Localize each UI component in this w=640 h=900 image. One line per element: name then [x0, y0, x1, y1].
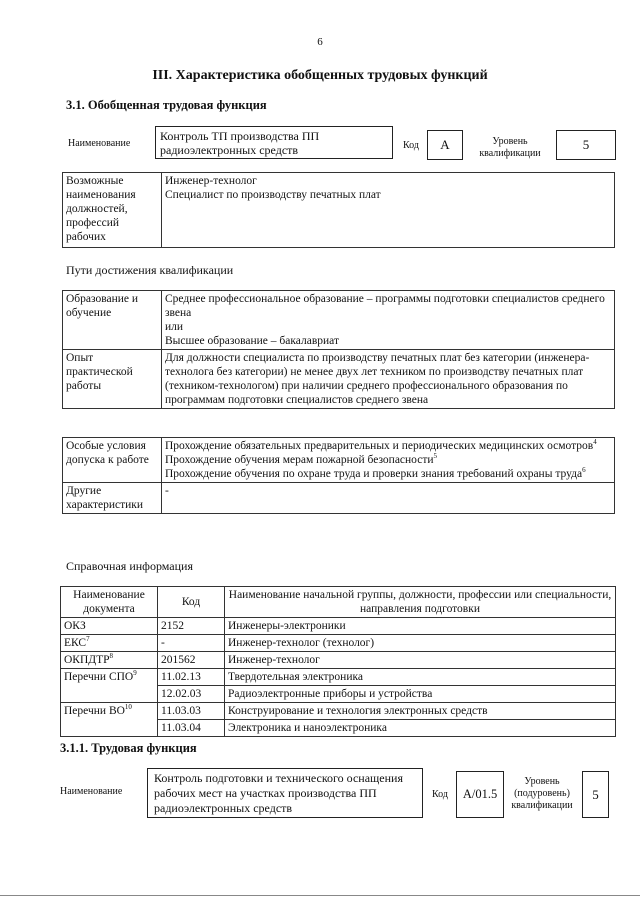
condition-medical: Прохождение обязательных предварительных и периодических медицинских осмотров$^4$	[165, 438, 597, 452]
ref-code: 11.03.03	[158, 703, 225, 720]
ref-doc: ОКЗ	[61, 618, 158, 635]
footnote-ref-5: 5	[433, 452, 438, 461]
page-bottom-edge	[0, 895, 640, 896]
table-row	[61, 703, 616, 720]
ref-header-code: Код	[158, 587, 225, 618]
tf-name-value: Контроль подготовки и технического оснащения рабочих мест на участках производства ПП радиоэлектронных средств	[147, 768, 423, 818]
gtf-heading: 3.1. Обобщенная трудовая функция	[66, 98, 267, 112]
other-label: Другие характеристики	[63, 483, 162, 514]
ref-doc: ОКПДТР$^8$	[61, 652, 158, 669]
reference-caption: Справочная информация	[66, 559, 193, 573]
ref-code: 12.02.03	[158, 686, 225, 703]
experience-text: Для должности специалиста по производству печатных плат без категории (инженера-технолога без категории) не менее двух лет техником по производству печатных плат (техником-технологом) при наличии среднего профессионального образования по программам подготовки специалистов среднего звена	[162, 350, 615, 409]
ref-doc: Перечни ВО$^{10}$	[61, 703, 158, 737]
tf-name-label: Наименование	[60, 786, 123, 797]
ref-code: 201562	[158, 652, 225, 669]
positions-label: Возможные наименования должностей, профессий рабочих	[63, 173, 162, 248]
ref-name: Твердотельная электроника	[225, 669, 616, 686]
education-line-3: Высшее образование – бакалавриат	[165, 335, 339, 347]
ref-doc: Перечни СПО$^9$	[61, 669, 158, 703]
section-title: III. Характеристика обобщенных трудовых функций	[152, 68, 488, 83]
tf-code-label: Код	[432, 789, 448, 800]
education-line-2: или	[165, 321, 184, 333]
table-row	[61, 669, 616, 686]
footnote-ref-4: 4	[593, 438, 597, 447]
ref-code: 11.03.04	[158, 720, 225, 737]
ref-header-doc: Наименование документа	[61, 587, 158, 618]
positions-table	[62, 172, 615, 248]
ref-header-name: Наименование начальной группы, должности, профессии или специальности, направления подготовки	[225, 587, 616, 618]
other-value: -	[162, 483, 615, 514]
tf-level-value: 5	[582, 771, 609, 818]
table-row	[61, 635, 616, 652]
condition-fire-safety: Прохождение обучения мерам пожарной безопасности$^5$	[165, 452, 438, 466]
paths-caption: Пути достижения квалификации	[66, 263, 234, 277]
gtf-name-value: Контроль ТП производства ПП радиоэлектронных средств	[155, 126, 393, 159]
ref-code: 11.02.13	[158, 669, 225, 686]
ref-name: Радиоэлектронные приборы и устройства	[225, 686, 616, 703]
education-table	[62, 290, 615, 409]
table-row	[61, 618, 616, 635]
conditions-table	[62, 437, 615, 514]
ref-name: Инженер-технолог (технолог)	[225, 635, 616, 652]
conditions-label: Особые условия допуска к работе	[63, 438, 162, 483]
gtf-code-value: А	[427, 130, 463, 160]
gtf-code-label: Код	[403, 140, 419, 151]
experience-label: Опыт практической работы	[63, 350, 162, 409]
position-2: Специалист по производству печатных плат	[165, 189, 381, 201]
page-number: 6	[317, 36, 323, 48]
tf-code-value: А/01.5	[456, 771, 504, 818]
reference-table	[60, 586, 616, 737]
table-row	[61, 652, 616, 669]
gtf-level-value: 5	[556, 130, 616, 160]
education-line-1: Среднее профессиональное образование – программы подготовки специалистов среднего звена	[165, 293, 605, 319]
tf-heading: 3.1.1. Трудовая функция	[60, 741, 197, 755]
ref-name: Конструирование и технология электронных средств	[225, 703, 616, 720]
education-label: Образование и обучение	[63, 291, 162, 350]
ref-name: Инженеры-электроники	[225, 618, 616, 635]
footnote-ref-6: 6	[582, 466, 586, 475]
ref-name: Электроника и наноэлектроника	[225, 720, 616, 737]
ref-code: 2152	[158, 618, 225, 635]
tf-level-label: Уровень (подуровень) квалификации	[511, 776, 573, 811]
condition-labor-safety: Прохождение обучения по охране труда и проверки знания требований охраны труда$^6$	[165, 466, 586, 480]
gtf-name-label: Наименование	[68, 138, 131, 149]
ref-code: -	[158, 635, 225, 652]
ref-doc: ЕКС$^7$	[61, 635, 158, 652]
position-1: Инженер-технолог	[165, 175, 257, 187]
gtf-level-label: Уровень квалификации	[479, 136, 541, 159]
ref-name: Инженер-технолог	[225, 652, 616, 669]
